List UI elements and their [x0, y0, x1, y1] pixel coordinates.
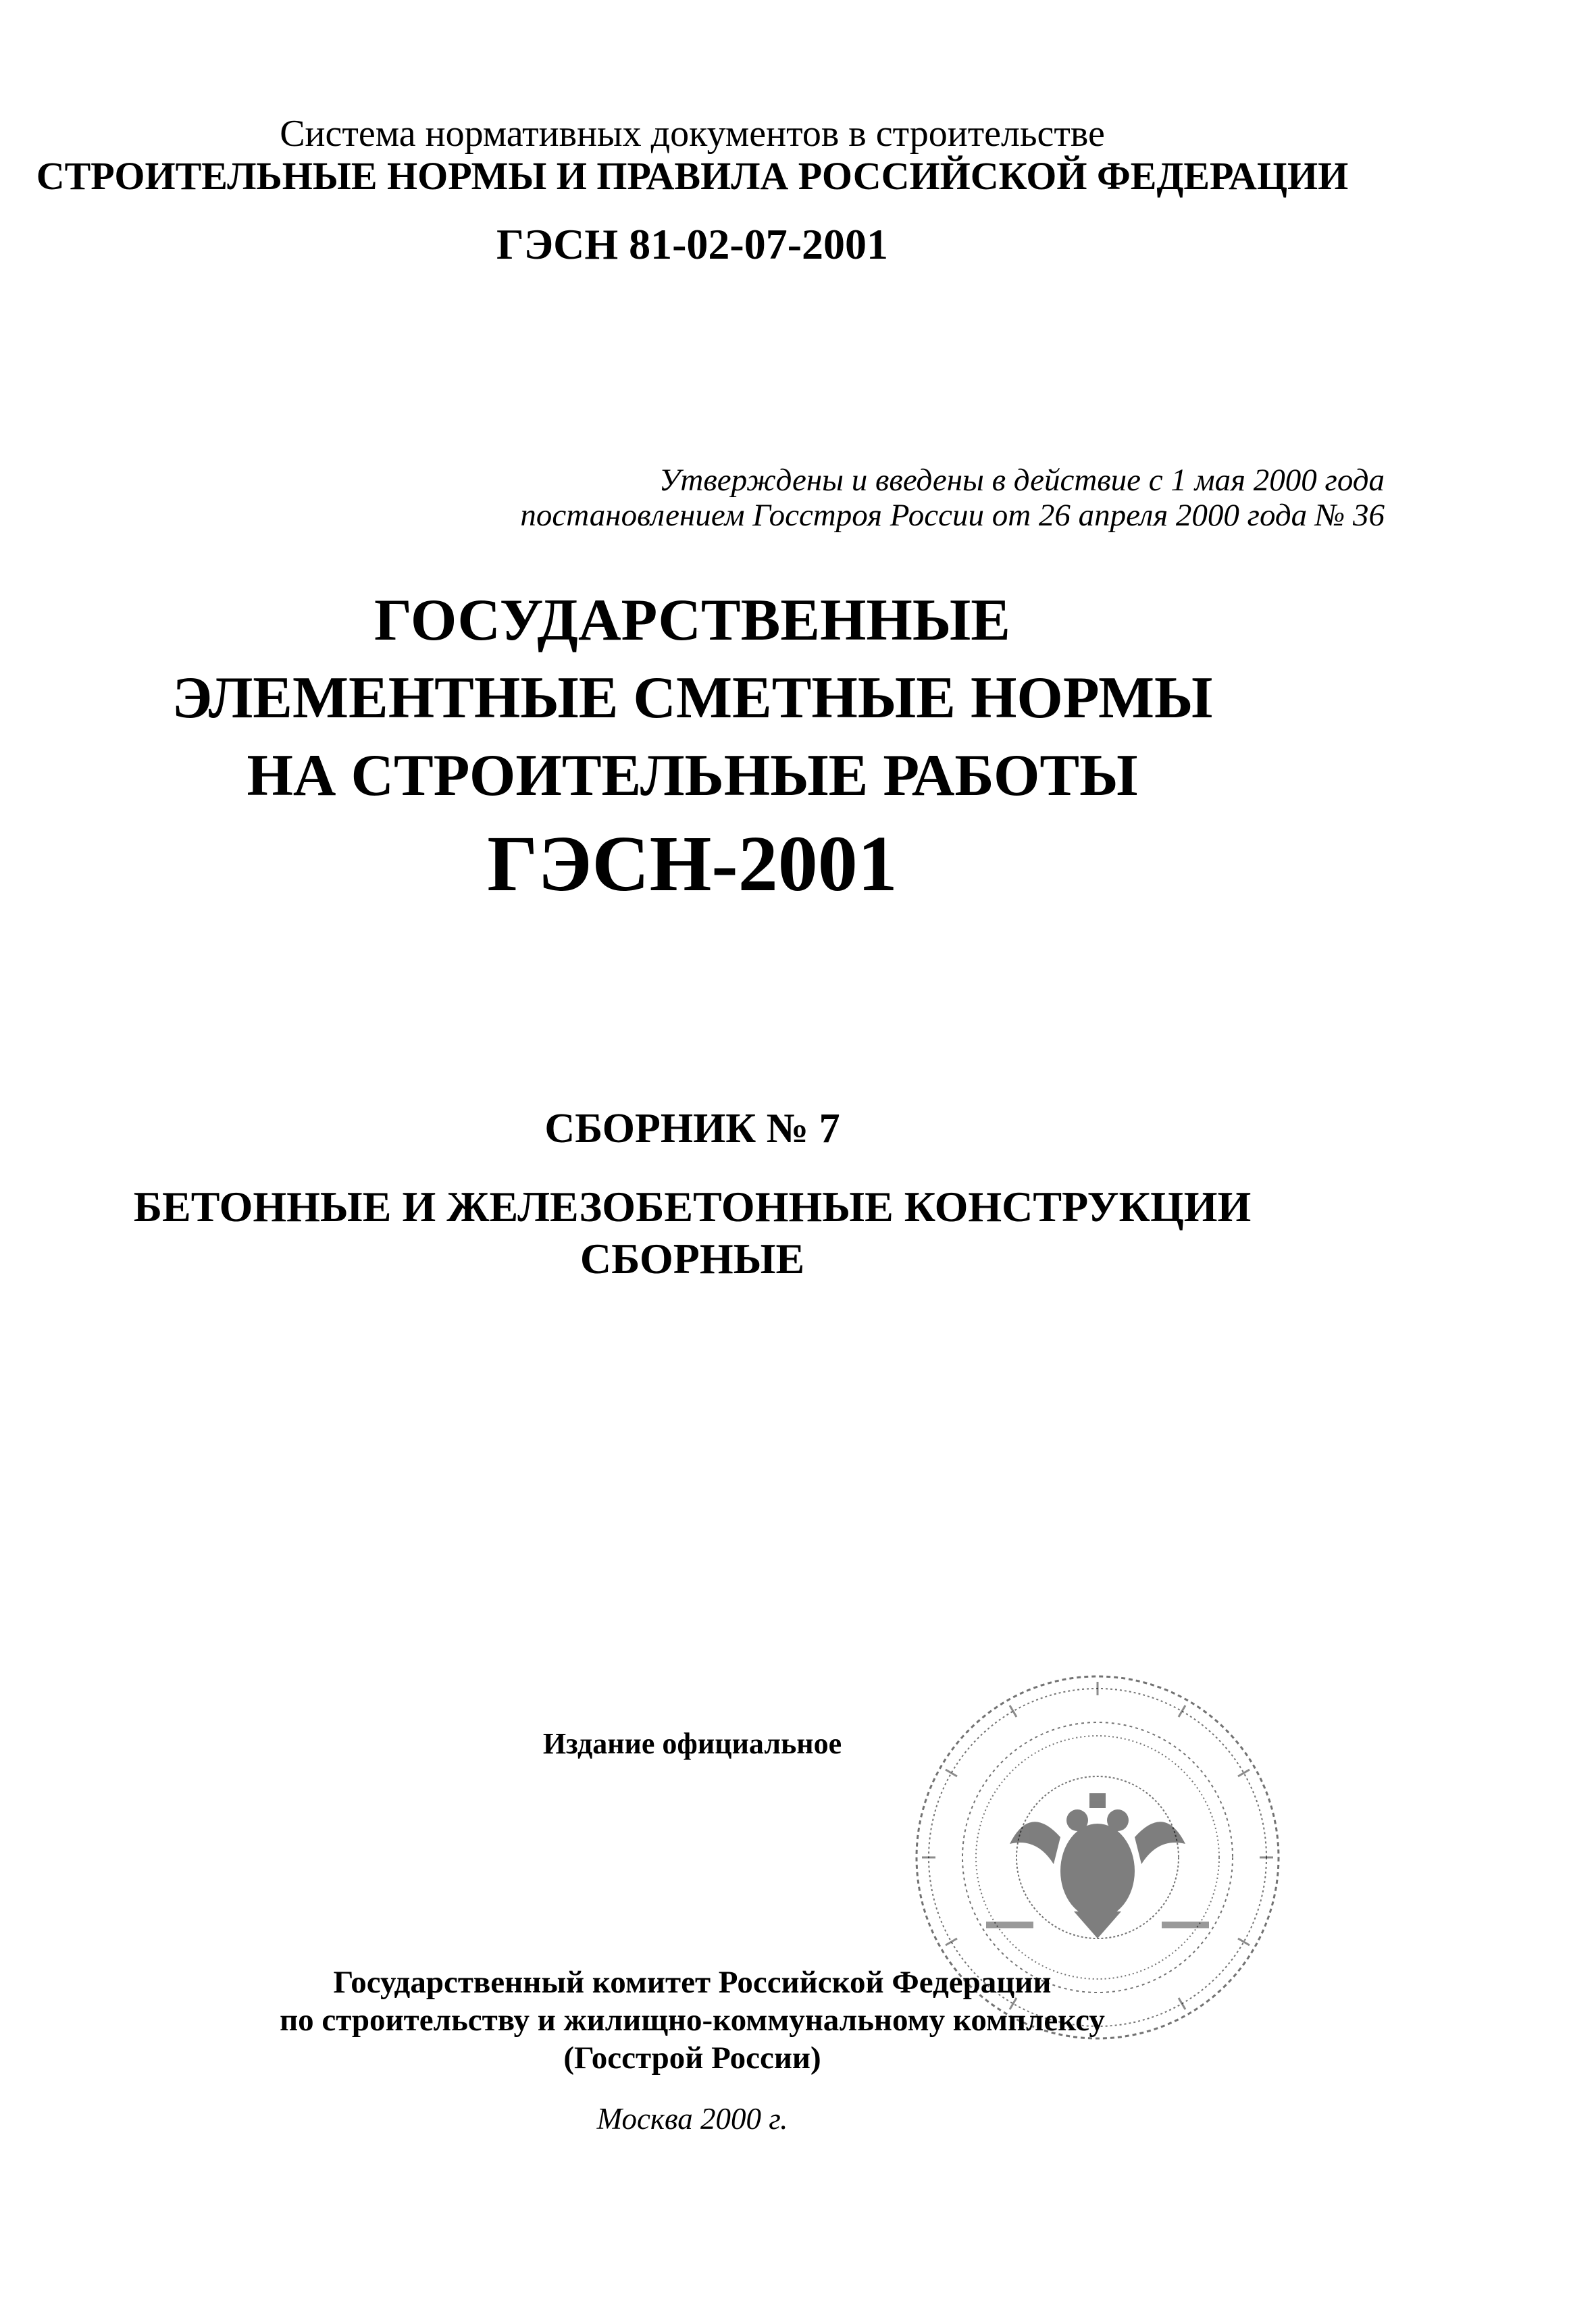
snip-line: СТРОИТЕЛЬНЫЕ НОРМЫ И ПРАВИЛА РОССИЙСКОЙ ФЕДЕРАЦИИ — [36, 154, 1349, 198]
collection-name-line-1: БЕТОННЫЕ И ЖЕЛЕЗОБЕТОННЫЕ КОНСТРУКЦИИ — [133, 1183, 1252, 1231]
title-line-3: НА СТРОИТЕЛЬНЫЕ РАБОТЫ — [247, 743, 1138, 808]
approval-line-1: Утверждены и введены в действие с 1 мая 2000 года — [659, 463, 1385, 498]
title-line-1: ГОСУДАРСТВЕННЫЕ — [374, 588, 1010, 653]
collection-number: СБОРНИК № 7 — [544, 1106, 840, 1152]
document-code: ГЭСН 81-02-07-2001 — [496, 220, 889, 268]
publisher-line-1: Государственный комитет Российской Федерации — [333, 1965, 1052, 2000]
publisher-line-3: (Госстрой России) — [563, 2040, 821, 2076]
city-year: Москва 2000 г. — [596, 2102, 788, 2136]
publisher-line-2: по строительству и жилищно-коммунальному комплексу — [280, 2003, 1105, 2038]
approval-line-2: постановлением Госстроя России от 26 апреля 2000 года № 36 — [520, 498, 1385, 533]
system-line: Система нормативных документов в строительстве — [280, 113, 1105, 155]
collection-name-line-2: СБОРНЫЕ — [580, 1235, 805, 1283]
edition-label: Издание официальное — [542, 1727, 842, 1760]
title-short: ГЭСН-2001 — [487, 819, 898, 908]
title-line-2: ЭЛЕМЕНТНЫЕ СМЕТНЫЕ НОРМЫ — [172, 665, 1213, 731]
